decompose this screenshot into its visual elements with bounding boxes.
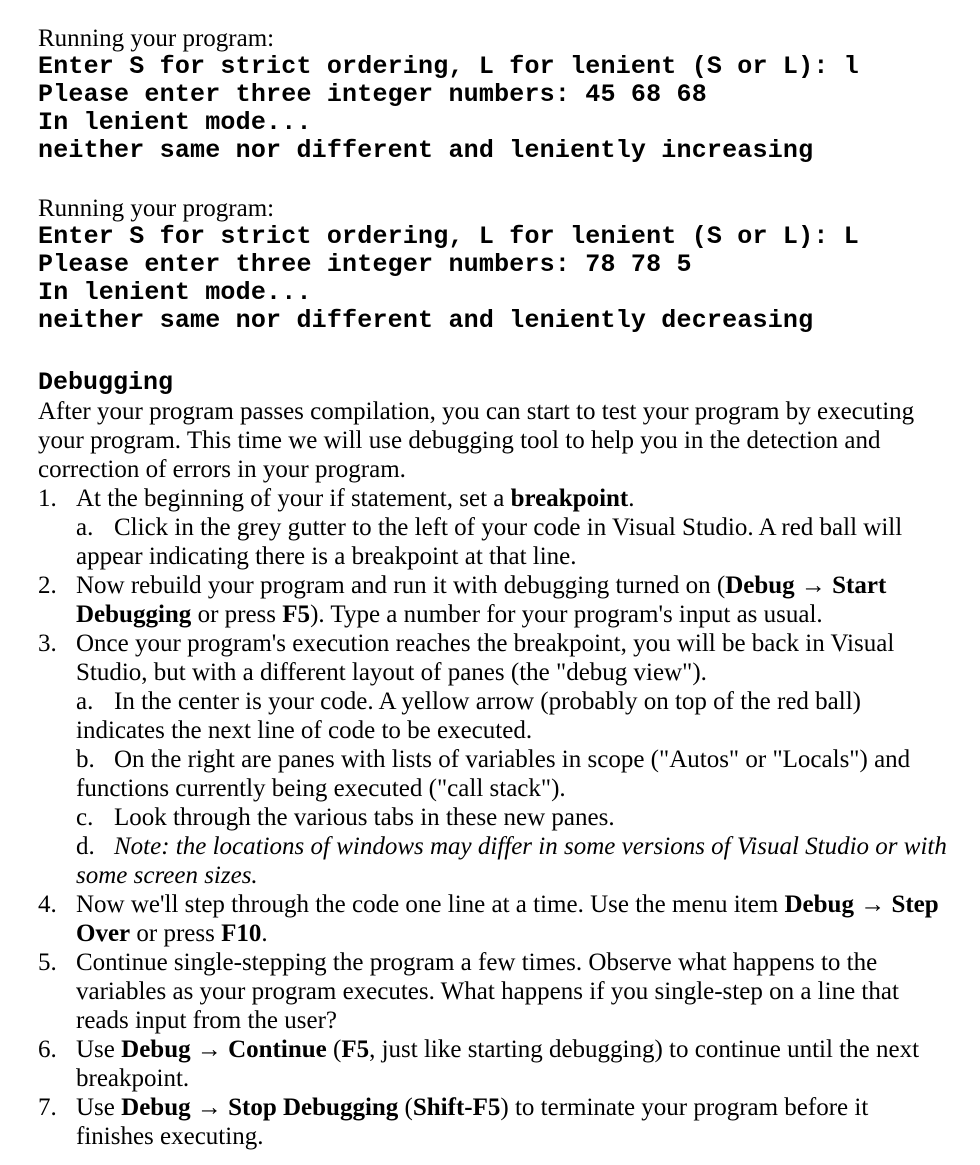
- console-line: In lenient mode...: [38, 278, 312, 307]
- item-number: 2.: [38, 572, 57, 599]
- sub-text: Click in the grey gutter to the left of your code in Visual Studio. A red ball will appear indicating there is a breakpoint at that line.: [76, 514, 903, 570]
- sub-item: [76, 745, 948, 803]
- sub-text: On the right are panes with lists of variables in scope ("Autos" or "Locals") and functions currently being executed ("call stack").: [76, 746, 911, 802]
- item-body: [76, 1093, 948, 1151]
- item-bold: Debug → Continue: [121, 1036, 327, 1063]
- item-bold: F5: [282, 601, 311, 628]
- item-number: 3.: [38, 630, 57, 657]
- sub-text: In the center is your code. A yellow arrow (probably on top of the red ball) indicates the next line of code to be executed.: [76, 688, 861, 744]
- list-item: [38, 1035, 948, 1093]
- sub-letter: a.: [76, 688, 94, 715]
- item-text: Use: [76, 1036, 122, 1063]
- program-run-1: [38, 24, 948, 165]
- run-label: Running your program:: [38, 195, 275, 222]
- item-text: Now we'll step through the code one line at a time. Use the menu item: [76, 891, 785, 918]
- item-text: Use: [76, 1094, 122, 1121]
- item-number: 4.: [38, 891, 57, 918]
- console-line: Enter S for strict ordering, L for lenient (S or L): l: [38, 52, 859, 81]
- item-bold: Shift-F5: [412, 1094, 501, 1121]
- list-item: [38, 1093, 948, 1151]
- item-text: .: [628, 485, 635, 512]
- item-bold: F10: [221, 920, 262, 947]
- list-item: [38, 571, 948, 629]
- console-line: neither same nor different and leniently decreasing: [38, 306, 814, 335]
- sub-letter: c.: [76, 804, 94, 831]
- console-line: Please enter three integer numbers: 45 68 68: [38, 80, 707, 109]
- item-bold: breakpoint: [510, 485, 629, 512]
- sub-item: [76, 832, 948, 890]
- sub-item: [76, 687, 948, 745]
- console-line: Enter S for strict ordering, L for lenient (S or L): L: [38, 222, 859, 251]
- program-run-2: [38, 194, 948, 335]
- item-body: [76, 890, 948, 948]
- sub-letter: d.: [76, 833, 95, 860]
- item-text: ) to terminate your program before it finishes executing.: [76, 1094, 869, 1150]
- steps-list: [38, 484, 948, 1151]
- run-label: Running your program:: [38, 25, 275, 52]
- section-heading-debugging: Debugging: [38, 368, 174, 397]
- item-body: Continue single-stepping the program a few times. Observe what happens to the variables as your program executes. What happens if you single-step on a line that reads input from the user?: [76, 949, 899, 1034]
- list-item: [38, 629, 948, 890]
- console-line: In lenient mode...: [38, 108, 312, 137]
- item-text: Once your program's execution reaches the breakpoint, you will be back in Visual Studio, but with a different layout of panes (the "debug view").: [76, 630, 895, 686]
- item-text: Now rebuild your program and run it with debugging turned on (: [76, 572, 726, 599]
- item-text: At the beginning of your if statement, set a: [76, 485, 511, 512]
- list-item: [38, 948, 948, 1035]
- item-text: .: [261, 920, 268, 947]
- console-line: Please enter three integer numbers: 78 78 5: [38, 250, 692, 279]
- item-body: [76, 629, 948, 890]
- item-body: [76, 571, 948, 629]
- item-body: [76, 484, 948, 571]
- item-text: or press: [130, 920, 222, 947]
- item-bold: Debug → Step Over: [76, 891, 939, 947]
- item-text: or press: [191, 601, 283, 628]
- item-bold: Debug → Stop Debugging: [121, 1094, 399, 1121]
- sub-letter: a.: [76, 514, 94, 541]
- sub-text: Look through the various tabs in these new panes.: [114, 804, 615, 831]
- item-number: 6.: [38, 1036, 57, 1063]
- item-number: 5.: [38, 949, 57, 976]
- item-body: [76, 1035, 948, 1093]
- item-number: 7.: [38, 1094, 57, 1121]
- item-text: , just like starting debugging) to continue until the next breakpoint.: [76, 1036, 920, 1092]
- item-number: 1.: [38, 485, 57, 512]
- item-text: (: [398, 1094, 413, 1121]
- item-bold: Debug → Start Debugging: [76, 572, 887, 628]
- item-bold: F5: [341, 1036, 370, 1063]
- list-item: [38, 890, 948, 948]
- item-text: ). Type a number for your program's input as usual.: [310, 601, 823, 628]
- sub-text-note: Note: the locations of windows may differ in some versions of Visual Studio or with some screen sizes.: [76, 833, 947, 889]
- sub-item: [76, 513, 948, 571]
- sub-item: [76, 803, 948, 832]
- sub-letter: b.: [76, 746, 95, 773]
- console-line: neither same nor different and leniently increasing: [38, 136, 814, 165]
- intro-paragraph: After your program passes compilation, you can start to test your program by executing your program. This time we will use debugging tool to help you in the detection and correction of errors in your program.: [38, 398, 915, 483]
- list-item: [38, 484, 948, 571]
- item-text: (: [326, 1036, 342, 1063]
- document-page: [38, 24, 948, 1151]
